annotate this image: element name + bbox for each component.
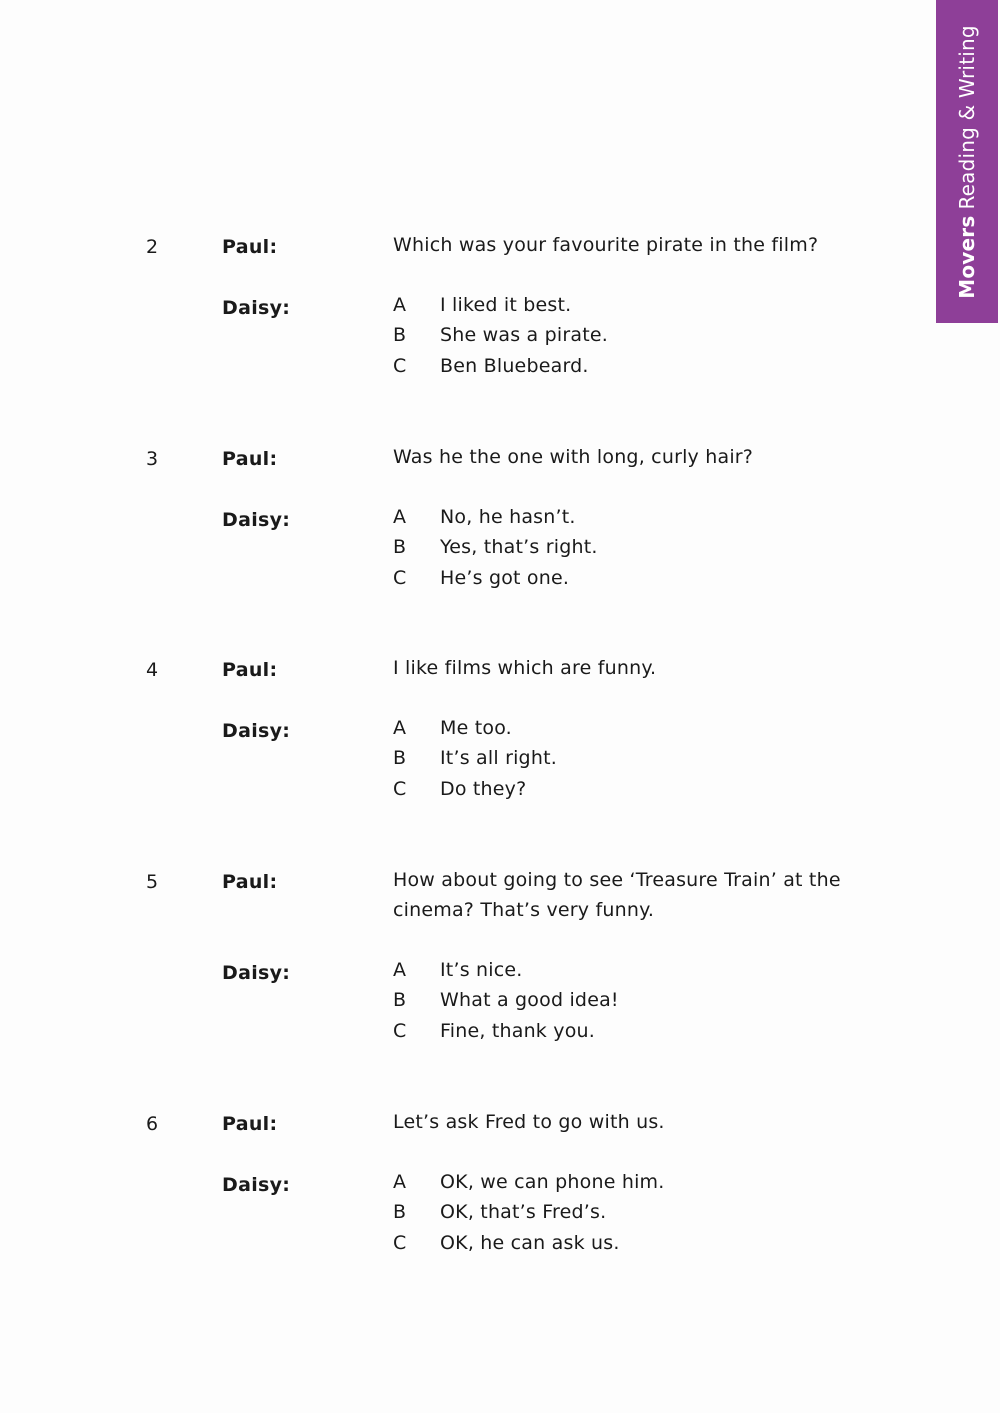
- question-prompt: [393, 1107, 863, 1137]
- prompt-line: I like films which are funny.: [393, 657, 657, 679]
- option-text: It’s all right.: [440, 747, 557, 770]
- section-tab-label: [955, 25, 979, 299]
- section-level: Movers: [955, 215, 979, 299]
- option-letter: B: [393, 989, 407, 1012]
- question-number: 2: [146, 236, 159, 258]
- option-text: It’s nice.: [440, 959, 523, 981]
- option-letter: C: [393, 354, 407, 377]
- question-prompt: [393, 230, 863, 260]
- question-number: 5: [146, 871, 159, 893]
- question-number: 4: [146, 659, 159, 681]
- speaker-daisy: Daisy:: [222, 509, 291, 531]
- prompt-line: cinema? That’s very funny.: [393, 899, 655, 921]
- speaker-paul: Paul:: [222, 448, 278, 470]
- option-text: OK, that’s Fred’s.: [440, 1201, 607, 1224]
- option-text: She was a pirate.: [440, 324, 609, 347]
- option-text: Fine, thank you.: [440, 1019, 596, 1042]
- option-letter: A: [393, 959, 406, 981]
- prompt-line: Let’s ask Fred to go with us.: [393, 1111, 665, 1133]
- prompt-line: How about going to see ‘Treasure Train’ at the: [393, 869, 841, 891]
- option-letter: C: [393, 566, 407, 589]
- option-letter: B: [393, 324, 407, 347]
- option-letter: C: [393, 777, 407, 800]
- option-text: OK, we can phone him.: [440, 1171, 665, 1193]
- question-number: 6: [146, 1113, 159, 1135]
- option-text: OK, he can ask us.: [440, 1231, 620, 1254]
- speaker-paul: Paul:: [222, 1113, 278, 1135]
- speaker-paul: Paul:: [222, 659, 278, 681]
- question-prompt: [393, 653, 863, 683]
- speaker-daisy: Daisy:: [222, 720, 291, 742]
- question-number: 3: [146, 448, 159, 470]
- option-letter: A: [393, 506, 406, 528]
- option-text: Do they?: [440, 777, 527, 800]
- prompt-line: Was he the one with long, curly hair?: [393, 446, 754, 468]
- option-text: Yes, that’s right.: [440, 536, 598, 559]
- section-tab: [936, 0, 998, 323]
- option-text: I liked it best.: [440, 294, 572, 316]
- option-letter: C: [393, 1231, 407, 1254]
- option-text: He’s got one.: [440, 566, 570, 589]
- speaker-daisy: Daisy:: [222, 962, 291, 984]
- question-prompt: [393, 865, 863, 925]
- option-letter: A: [393, 717, 406, 739]
- question-prompt: [393, 442, 863, 472]
- speaker-paul: Paul:: [222, 871, 278, 893]
- option-letter: B: [393, 1201, 407, 1224]
- section-paper: Reading & Writing: [955, 24, 979, 210]
- option-text: Me too.: [440, 717, 512, 739]
- speaker-daisy: Daisy:: [222, 1174, 291, 1196]
- option-letter: C: [393, 1019, 407, 1042]
- option-letter: A: [393, 294, 406, 316]
- speaker-paul: Paul:: [222, 236, 278, 258]
- option-letter: B: [393, 747, 407, 770]
- option-text: What a good idea!: [440, 989, 619, 1012]
- option-letter: B: [393, 536, 407, 559]
- option-text: Ben Bluebeard.: [440, 354, 589, 377]
- prompt-line: Which was your favourite pirate in the film?: [393, 234, 819, 256]
- option-text: No, he hasn’t.: [440, 506, 576, 528]
- speaker-daisy: Daisy:: [222, 297, 291, 319]
- option-letter: A: [393, 1171, 406, 1193]
